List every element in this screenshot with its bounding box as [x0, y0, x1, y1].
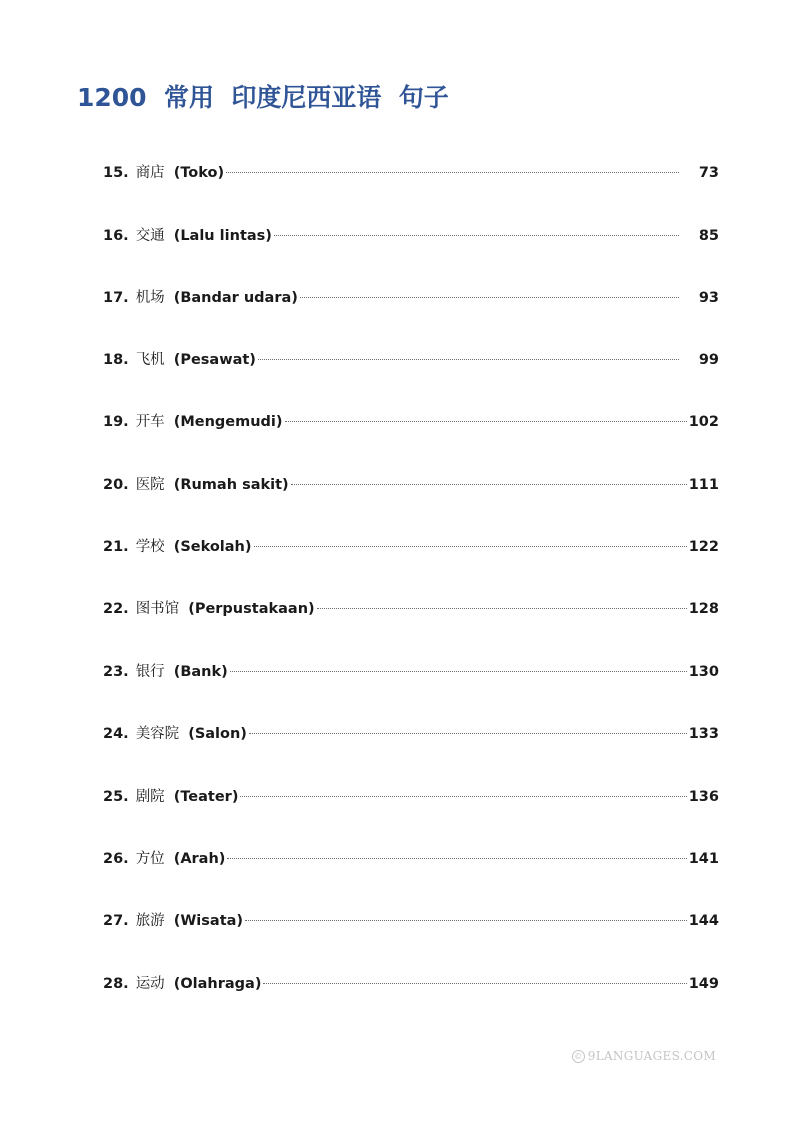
- toc-entry-page-number: 128: [688, 601, 719, 617]
- dot-leader: [291, 484, 687, 485]
- dot-leader: [285, 421, 687, 422]
- dot-leader: [317, 608, 687, 609]
- toc-entry-number: 20.: [103, 477, 129, 493]
- toc-entry-chinese-title: 剧院: [135, 789, 165, 805]
- toc-entry-chinese-title: 美容院: [135, 726, 180, 742]
- dot-leader: [300, 297, 679, 298]
- toc-entry-page-number: 144: [688, 913, 719, 929]
- toc-entry-page-number: 85: [698, 228, 719, 244]
- toc-entry-page-number: 136: [688, 789, 719, 805]
- toc-entry-chinese-title: 旅游: [135, 913, 165, 929]
- toc-entry-28[interactable]: [103, 972, 719, 996]
- toc-entry-19[interactable]: [103, 410, 719, 434]
- toc-entry-chinese-title: 图书馆: [135, 601, 180, 617]
- watermark-text: 9LANGUAGES.COM: [587, 1049, 716, 1063]
- dot-leader: [274, 235, 679, 236]
- toc-entry-indonesian-title: (Perpustakaan): [188, 601, 315, 617]
- toc-entry-indonesian-title: (Wisata): [173, 913, 244, 929]
- toc-entry-indonesian-title: (Sekolah): [173, 539, 252, 555]
- toc-entry-number: 21.: [103, 539, 129, 555]
- toc-entry-page-number: 111: [688, 477, 719, 493]
- toc-entry-page-number: 130: [688, 664, 719, 680]
- toc-entry-21[interactable]: [103, 535, 719, 559]
- dot-leader: [226, 172, 679, 173]
- toc-entry-chinese-title: 运动: [135, 976, 165, 992]
- watermark: [572, 1049, 716, 1063]
- toc-entry-page-number: 93: [698, 290, 719, 306]
- toc-entry-page-number: 149: [688, 976, 719, 992]
- toc-entry-26[interactable]: [103, 847, 719, 871]
- toc-entry-page-number: 73: [698, 165, 719, 181]
- toc-entry-chinese-title: 飞机: [135, 352, 165, 368]
- toc-entry-17[interactable]: [103, 286, 719, 310]
- dot-leader: [240, 796, 686, 797]
- toc-entry-chinese-title: 医院: [135, 477, 165, 493]
- toc-entry-number: 17.: [103, 290, 129, 306]
- toc-entry-15[interactable]: [103, 161, 719, 185]
- toc-entry-chinese-title: 机场: [135, 290, 165, 306]
- toc-entry-number: 23.: [103, 664, 129, 680]
- toc-entry-page-number: 102: [688, 414, 719, 430]
- dot-leader: [254, 546, 687, 547]
- toc-entry-number: 27.: [103, 913, 129, 929]
- toc-entry-page-number: 99: [698, 352, 719, 368]
- dot-leader: [263, 983, 686, 984]
- toc-entry-page-number: 122: [688, 539, 719, 555]
- toc-entry-indonesian-title: (Teater): [173, 789, 239, 805]
- toc-entry-indonesian-title: (Pesawat): [173, 352, 256, 368]
- toc-entry-indonesian-title: (Salon): [188, 726, 247, 742]
- toc-entry-indonesian-title: (Toko): [173, 165, 225, 181]
- toc-entry-chinese-title: 开车: [135, 414, 165, 430]
- toc-entry-indonesian-title: (Mengemudi): [173, 414, 283, 430]
- toc-entry-indonesian-title: (Bandar udara): [173, 290, 298, 306]
- dot-leader: [227, 858, 686, 859]
- dot-leader: [258, 359, 679, 360]
- toc-entry-number: 25.: [103, 789, 129, 805]
- toc-entry-20[interactable]: [103, 473, 719, 497]
- toc-entry-chinese-title: 方位: [135, 851, 165, 867]
- toc-entry-page-number: 133: [688, 726, 719, 742]
- toc-entry-indonesian-title: (Arah): [173, 851, 226, 867]
- toc-entry-number: 24.: [103, 726, 129, 742]
- toc-entry-23[interactable]: [103, 660, 719, 684]
- page-title: 1200 常用 印度尼西亚语 句子: [77, 83, 449, 112]
- toc-entry-indonesian-title: (Lalu lintas): [173, 228, 272, 244]
- toc-entry-22[interactable]: [103, 597, 719, 621]
- toc-entry-chinese-title: 银行: [135, 664, 165, 680]
- toc-entry-chinese-title: 交通: [135, 228, 165, 244]
- toc-entry-25[interactable]: [103, 785, 719, 809]
- toc-entry-number: 16.: [103, 228, 129, 244]
- toc-entry-chinese-title: 商店: [135, 165, 165, 181]
- toc-entry-page-number: 141: [688, 851, 719, 867]
- toc-entry-indonesian-title: (Rumah sakit): [173, 477, 289, 493]
- toc-entry-number: 26.: [103, 851, 129, 867]
- dot-leader: [245, 920, 687, 921]
- toc-entry-number: 15.: [103, 165, 129, 181]
- dot-leader: [230, 671, 687, 672]
- table-of-contents: [103, 0, 719, 1123]
- toc-entry-number: 19.: [103, 414, 129, 430]
- copyright-icon: ©: [572, 1050, 585, 1063]
- toc-entry-16[interactable]: [103, 224, 719, 248]
- toc-entry-chinese-title: 学校: [135, 539, 165, 555]
- toc-entry-number: 22.: [103, 601, 129, 617]
- toc-entry-24[interactable]: [103, 722, 719, 746]
- toc-entry-indonesian-title: (Olahraga): [173, 976, 262, 992]
- toc-entry-indonesian-title: (Bank): [173, 664, 228, 680]
- toc-entry-number: 18.: [103, 352, 129, 368]
- toc-entry-27[interactable]: [103, 909, 719, 933]
- toc-entry-18[interactable]: [103, 348, 719, 372]
- toc-entry-number: 28.: [103, 976, 129, 992]
- dot-leader: [249, 733, 687, 734]
